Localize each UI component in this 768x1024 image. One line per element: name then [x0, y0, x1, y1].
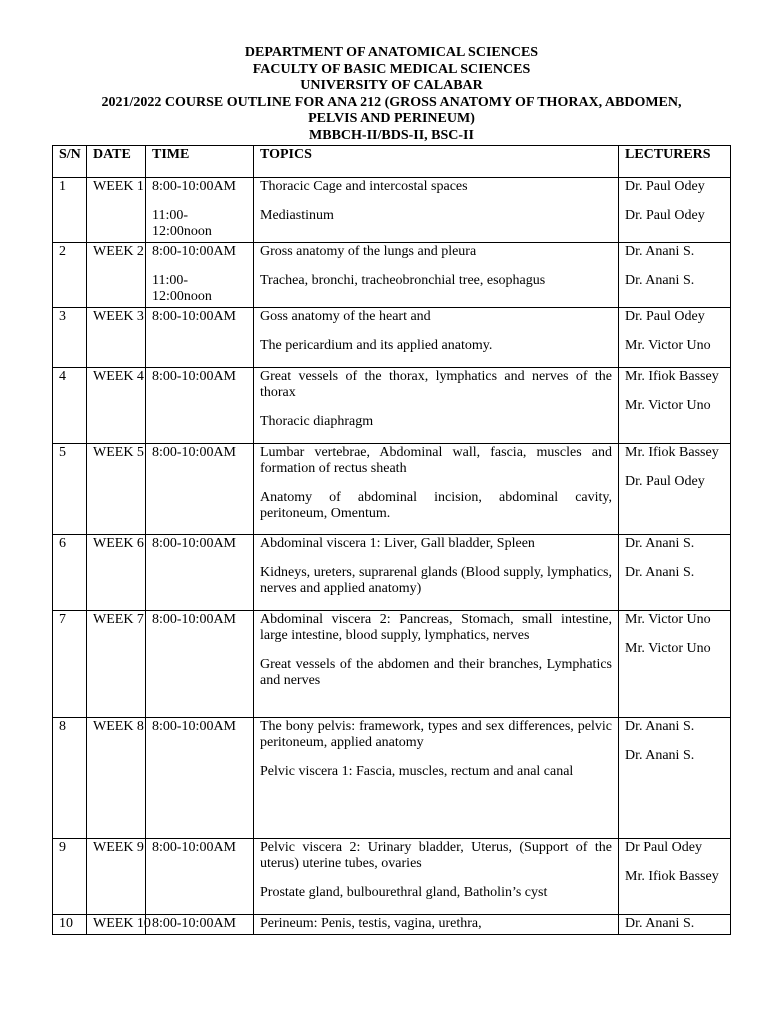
cell-topics	[254, 178, 619, 243]
lecturer-name: Dr. Anani S.	[625, 748, 695, 763]
cell-time	[146, 718, 254, 839]
cell-lecturers	[619, 718, 731, 839]
topic-item: Pelvic viscera 2: Urinary bladder, Uterus, (Support of the uterus) uterine tubes, ovaries	[260, 840, 612, 871]
column-header-topics: TOPICS	[254, 146, 619, 178]
lecturer-name: Dr. Anani S.	[625, 244, 695, 259]
column-header-time: TIME	[146, 146, 254, 178]
cell-time	[146, 243, 254, 308]
cell-time	[146, 611, 254, 718]
column-header-lecturers: LECTURERS	[619, 146, 731, 178]
cell-topics	[254, 915, 619, 935]
topic-item: Anatomy of abdominal incision, abdominal cavity, peritoneum, Omentum.	[260, 490, 612, 521]
lecturer-name: Dr. Paul Odey	[625, 474, 705, 489]
topic-item: Abdominal viscera 2: Pancreas, Stomach, small intestine, large intestine, blood supply, lymphatics, nerves	[260, 612, 612, 643]
cell-topics	[254, 839, 619, 915]
table-row	[53, 178, 731, 243]
cell-lecturers	[619, 535, 731, 611]
topic-item: The pericardium and its applied anatomy.	[260, 338, 493, 353]
lecturer-name: Dr. Anani S.	[625, 719, 695, 734]
topic-item: Pelvic viscera 1: Fascia, muscles, rectum and anal canal	[260, 764, 574, 779]
lecturer-name: Mr. Ifiok Bassey	[625, 369, 719, 384]
time-slot: 8:00-10:00AM	[152, 309, 236, 324]
lecturer-name: Mr. Victor Uno	[625, 338, 711, 353]
cell-sn: 1	[53, 178, 87, 243]
cell-sn: 3	[53, 308, 87, 368]
lecturer-name: Dr. Anani S.	[625, 565, 695, 580]
table-row	[53, 308, 731, 368]
lecturer-name: Dr. Anani S.	[625, 536, 695, 551]
topic-item: Great vessels of the abdomen and their branches, Lymphatics and nerves	[260, 657, 612, 688]
time-slot: 8:00-10:00AM	[152, 719, 236, 734]
lecturer-name: Dr. Anani S.	[625, 273, 695, 288]
cell-date: WEEK 3	[87, 308, 146, 368]
cell-topics	[254, 368, 619, 444]
topic-item: Mediastinum	[260, 208, 334, 223]
cell-lecturers	[619, 243, 731, 308]
cell-topics	[254, 535, 619, 611]
cell-date: WEEK 4	[87, 368, 146, 444]
table-header-row	[53, 146, 731, 178]
cell-topics	[254, 243, 619, 308]
lecturer-name: Dr. Paul Odey	[625, 208, 705, 223]
table-row	[53, 611, 731, 718]
time-slot: 8:00-10:00AM	[152, 445, 236, 460]
table-row	[53, 718, 731, 839]
course-outline-title-continued: PELVIS AND PERINEUM)	[308, 111, 475, 127]
time-slot: 8:00-10:00AM	[152, 612, 236, 627]
programme-title: MBBCH-II/BDS-II, BSC-II	[309, 127, 474, 143]
cell-date: WEEK 5	[87, 444, 146, 535]
cell-sn: 9	[53, 839, 87, 915]
cell-sn: 10	[53, 915, 87, 935]
time-slot: 8:00-10:00AM	[152, 244, 236, 259]
cell-topics	[254, 718, 619, 839]
document-header	[52, 45, 731, 145]
lecturer-name: Dr Paul Odey	[625, 840, 702, 855]
cell-time	[146, 444, 254, 535]
cell-time	[146, 915, 254, 935]
cell-lecturers	[619, 178, 731, 243]
time-slot: 8:00-10:00AM	[152, 840, 236, 855]
topic-item: Goss anatomy of the heart and	[260, 309, 431, 324]
cell-date: WEEK 8	[87, 718, 146, 839]
lecturer-name: Mr. Victor Uno	[625, 612, 711, 627]
topic-item: Abdominal viscera 1: Liver, Gall bladder, Spleen	[260, 536, 535, 551]
lecturer-name: Dr. Paul Odey	[625, 179, 705, 194]
lecturer-name: Dr. Paul Odey	[625, 309, 705, 324]
table-row	[53, 243, 731, 308]
lecturer-name: Mr. Ifiok Bassey	[625, 445, 719, 460]
topic-item: Lumbar vertebrae, Abdominal wall, fascia, muscles and formation of rectus sheath	[260, 445, 612, 476]
column-header-date: DATE	[87, 146, 146, 178]
topic-item: Thoracic Cage and intercostal spaces	[260, 179, 468, 194]
cell-sn: 2	[53, 243, 87, 308]
time-slot: 8:00-10:00AM	[152, 179, 236, 194]
time-slot: 11:00-12:00noon	[152, 208, 212, 239]
cell-lecturers	[619, 915, 731, 935]
cell-time	[146, 535, 254, 611]
column-header-sn: S/N	[53, 146, 87, 178]
lecturer-name: Dr. Anani S.	[625, 916, 695, 931]
lecturer-name: Mr. Victor Uno	[625, 398, 711, 413]
cell-sn: 6	[53, 535, 87, 611]
topic-item: The bony pelvis: framework, types and sex differences, pelvic peritoneum, applied anatomy	[260, 719, 612, 750]
lecturer-name: Mr. Ifiok Bassey	[625, 869, 719, 884]
cell-lecturers	[619, 444, 731, 535]
cell-date: WEEK 2	[87, 243, 146, 308]
cell-lecturers	[619, 839, 731, 915]
table-row	[53, 535, 731, 611]
cell-date: WEEK 9	[87, 839, 146, 915]
table-row	[53, 368, 731, 444]
cell-sn: 7	[53, 611, 87, 718]
department-title: DEPARTMENT OF ANATOMICAL SCIENCES	[244, 45, 539, 60]
course-outline-title: 2021/2022 COURSE OUTLINE FOR ANA 212 (GROSS ANATOMY OF THORAX, ABDOMEN,	[101, 94, 682, 110]
time-slot: 8:00-10:00AM	[152, 369, 236, 384]
table-row	[53, 839, 731, 915]
cell-sn: 8	[53, 718, 87, 839]
topic-item: Prostate gland, bulbourethral gland, Batholin’s cyst	[260, 885, 548, 900]
cell-time	[146, 368, 254, 444]
time-slot: 8:00-10:00AM	[152, 916, 236, 931]
cell-topics	[254, 308, 619, 368]
time-slot: 8:00-10:00AM	[152, 536, 236, 551]
course-outline-table	[52, 145, 731, 935]
university-title: UNIVERSITY OF CALABAR	[300, 78, 483, 94]
faculty-title: FACULTY OF BASIC MEDICAL SCIENCES	[252, 61, 531, 77]
cell-date: WEEK 7	[87, 611, 146, 718]
cell-sn: 4	[53, 368, 87, 444]
cell-lecturers	[619, 308, 731, 368]
cell-lecturers	[619, 368, 731, 444]
cell-sn: 5	[53, 444, 87, 535]
cell-date: WEEK 10	[87, 915, 146, 935]
table-row	[53, 915, 731, 935]
topic-item: Great vessels of the thorax, lymphatics and nerves of the thorax	[260, 369, 612, 400]
cell-time	[146, 839, 254, 915]
cell-time	[146, 308, 254, 368]
cell-date: WEEK 1	[87, 178, 146, 243]
lecturer-name: Mr. Victor Uno	[625, 641, 711, 656]
time-slot: 11:00-12:00noon	[152, 273, 212, 304]
cell-date: WEEK 6	[87, 535, 146, 611]
cell-topics	[254, 444, 619, 535]
cell-topics	[254, 611, 619, 718]
table-row	[53, 444, 731, 535]
topic-item: Trachea, bronchi, tracheobronchial tree, esophagus	[260, 273, 546, 288]
cell-time	[146, 178, 254, 243]
topic-item: Thoracic diaphragm	[260, 414, 374, 429]
topic-item: Perineum: Penis, testis, vagina, urethra,	[260, 916, 482, 931]
topic-item: Gross anatomy of the lungs and pleura	[260, 244, 477, 259]
topic-item: Kidneys, ureters, suprarenal glands (Blood supply, lymphatics, nerves and applied anatomy)	[260, 565, 612, 596]
cell-lecturers	[619, 611, 731, 718]
